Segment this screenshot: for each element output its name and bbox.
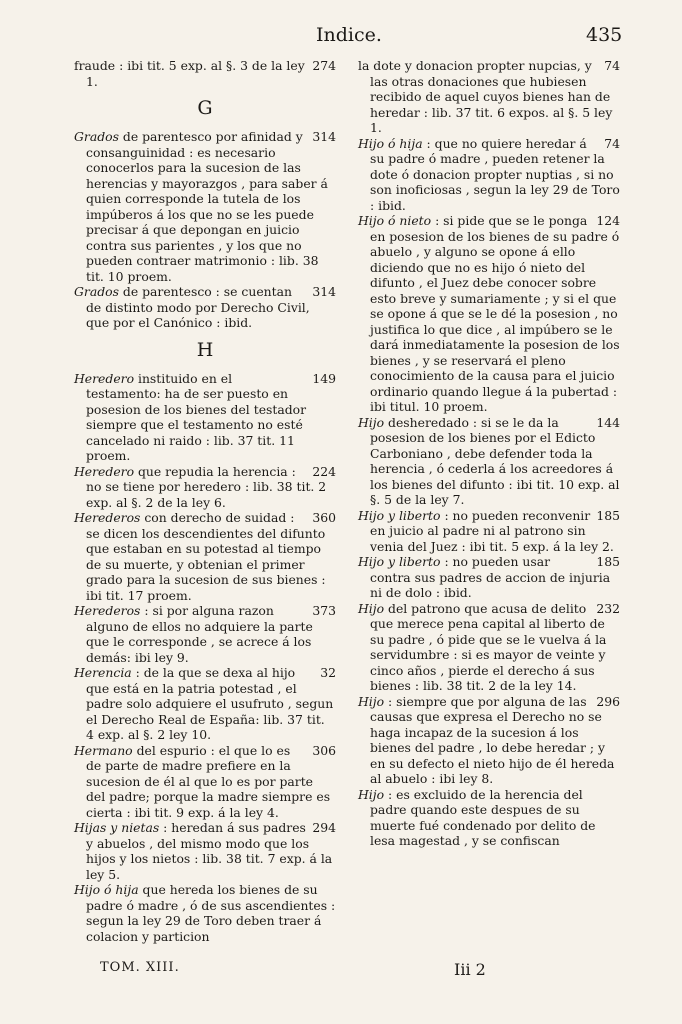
entry-text: fraude : ibi tit. 5 exp. al §. 3 de la ley 1. — [74, 58, 305, 89]
tome-footer: TOM. XIII. — [100, 960, 180, 975]
entry-text: instituido en el testamento: ha de ser puesto en posesion de los bienes del testador siempre que el testamento no esté cancelado ni raido : lib. 37 tit. 11 proem. — [86, 370, 307, 463]
entry-text: : no pueden usar contra sus padres de accion de injuria ni de dolo : ibid. — [370, 554, 611, 600]
index-entry — [74, 603, 336, 665]
entry-text: : si pide que se le ponga en posesion de los bienes de su padre ó abuelo , y alguno se opone á ello diciendo que no es hijo ó nieto del difunto , el Juez debe conocer sobre esto breve y sumariamente ; y si el que se opone á que se le dé la posesion , no justifica lo que dice , al impúbero se le dará inmediatamente la posesion de los bienes , y se reservará el pleno conocimiento de la causa para el juicio ordinario quando llegue á la pubertad : ibi titul. 10 proem. — [370, 213, 620, 414]
entry-headword: Herederos — [74, 603, 141, 618]
entry-page-ref: 294 — [312, 820, 336, 835]
entry-page-ref: 144 — [596, 414, 620, 430]
index-entry — [74, 820, 336, 882]
index-entry — [358, 787, 620, 849]
entry-text: del espurio : el que lo es de parte de madre prefiere en la sucesion de él al que lo es por parte del padre; porque la madre siempre es cierta : ibi tit. 9 exp. á la ley 4. — [86, 742, 331, 820]
entry-page-ref: 74 — [604, 135, 620, 151]
entry-headword: Hijo — [358, 693, 385, 709]
entry-text: la dote y donacion propter nupcias, y las otras donaciones que hubiesen recibido de aquel cuyos bienes han de heredar : lib. 37 tit. 6 expos. al §. 5 ley 1. — [358, 58, 613, 135]
entry-page-ref: 274 — [312, 58, 336, 73]
entry-text: : es excluido de la herencia del padre quando este despues de su muerte fué condenado por delito de lesa magestad , y se confiscan — [370, 786, 596, 848]
signature-mark: Iii 2 — [454, 960, 486, 979]
entry-headword: Hijo y liberto — [358, 507, 441, 523]
entry-page-ref: 185 — [596, 554, 620, 569]
entry-text: del patrono que acusa de delito que merece pena capital al liberto de su padre , ó pide que se le vuelva á la servidumbre : si es mayor de veinte y cinco años , pierde el derecho á sus bienes : lib. 38 tit. 2 de la ley 14. — [370, 600, 607, 693]
continued-entry — [74, 58, 336, 89]
entry-page-ref: 185 — [596, 507, 620, 523]
entry-page-ref: 360 — [312, 510, 336, 525]
entry-text: : siempre que por alguna de las causas que expresa el Derecho no se haga incapaz de la sucesion á los bienes del padre , lo debe heredar ; y en su defecto el nieto hijo de él hereda al abuelo : ibi ley 8. — [370, 693, 615, 786]
entry-text: : no pueden reconvenir en juicio al padre ni al patrono sin venia del Juez : ibi tit. 5 exp. á la ley 2. — [370, 507, 614, 554]
index-entry — [358, 508, 620, 555]
index-entry — [74, 464, 336, 511]
section-letter-g: G — [197, 97, 213, 119]
section-letter-h: H — [196, 338, 214, 361]
entry-page-ref: 124 — [596, 213, 620, 228]
index-entry — [74, 743, 336, 821]
entry-page-ref: 74 — [604, 58, 620, 73]
entry-text: : heredan á sus padres y abuelos , del mismo modo que los hijos y los nietos : lib. 38 tit. 7 exp. á la ley 5. — [86, 820, 333, 882]
entry-headword: Hijo y liberto — [358, 554, 441, 569]
entry-page-ref: 232 — [596, 600, 620, 616]
index-entry — [358, 601, 620, 694]
entry-text: con derecho de suidad : se dicen los descendientes del difunto que estaban en su potestad al tiempo de su muerte, y obtenian el primer grado para la sucesion de sus bienes : ibi tit. 17 proem. — [86, 510, 326, 603]
entry-headword: Hijo ó hija — [74, 882, 139, 897]
entry-page-ref: 314 — [312, 284, 336, 299]
entry-text: : que no quiere heredar á su padre ó madre , pueden retener la dote ó donacion propter nuptias , si no son inoficiosas , segun la ley 29 de Toro : ibid. — [370, 135, 620, 213]
entry-headword: Heredero — [74, 463, 135, 479]
index-entry — [358, 415, 620, 508]
entry-headword: Hijo ó hija — [358, 135, 423, 151]
entry-text: de parentesco por afinidad y consanguinidad : es necesario conocerlos para la sucesion de las herencias y mayorazgos , para saber á quien corresponde la tutela de los impúberos á los que no se les puede precisar á que depongan en juicio contra sus parientes , y los que no pueden contraer matrimonio : lib. 38 tit. 10 proem. — [86, 129, 328, 284]
entry-page-ref: 373 — [312, 603, 336, 618]
entry-text: que repudia la herencia : no se tiene por heredero : lib. 38 tit. 2 exp. al §. 2 de la ley 6. — [86, 463, 327, 510]
index-entry — [358, 58, 620, 136]
index-entry — [358, 554, 620, 601]
left-column — [74, 58, 336, 944]
entry-headword: Herencia — [74, 665, 132, 680]
entry-page-ref: 314 — [312, 129, 336, 144]
entry-headword: Hijo — [358, 414, 385, 430]
entry-headword: Heredero — [74, 370, 135, 386]
page-number: 435 — [586, 24, 623, 46]
entry-headword: Hermano — [74, 742, 133, 758]
index-entry — [358, 136, 620, 214]
entry-page-ref: 224 — [312, 463, 336, 479]
index-entry — [74, 371, 336, 464]
entry-text: que hereda los bienes de su padre ó madre , ó de sus ascendientes : segun la ley 29 de Toro deben traer á colacion y particion — [86, 882, 336, 944]
entry-headword: Hijo ó nieto — [358, 213, 432, 228]
entry-headword: Grados — [74, 284, 119, 299]
entry-headword: Herederos — [74, 510, 141, 525]
right-column — [358, 58, 620, 849]
entry-text: : si por alguna razon alguno de ellos no adquiere la parte que le corresponde , se acrece á los demás: ibi ley 9. — [86, 603, 313, 665]
entry-text: desheredado : si se le da la posesion de los bienes por el Edicto Carboniano , debe defender toda la herencia , ó cederla á los acreedores á los bienes del difunto : ibi tit. 10 exp. al §. 5 de la ley 7. — [370, 414, 620, 507]
entry-page-ref: 149 — [312, 370, 336, 386]
entry-text: : de la que se dexa al hijo que está en la patria potestad , el padre solo adquiere el usufruto , segun el Derecho Real de España: lib. 37 tit. 4 exp. al §. 2 ley 10. — [86, 665, 334, 742]
index-entry — [74, 882, 336, 944]
entry-headword: Hijo — [358, 600, 385, 616]
index-entry — [74, 129, 336, 284]
entry-headword: Hijas y nietas — [74, 820, 160, 835]
entry-page-ref: 296 — [596, 693, 620, 709]
entry-page-ref: 32 — [320, 665, 336, 680]
index-entry — [358, 694, 620, 787]
running-title: Indice. — [316, 24, 382, 46]
entry-headword: Hijo — [358, 786, 385, 802]
entry-headword: Grados — [74, 129, 119, 144]
index-entry — [358, 213, 620, 415]
index-entry — [74, 284, 336, 331]
entry-text: de parentesco : se cuentan de distinto modo por Derecho Civil, que por el Canónico : ibid. — [86, 284, 310, 330]
index-entry — [74, 665, 336, 743]
entry-page-ref: 306 — [312, 742, 336, 758]
index-entry — [74, 510, 336, 603]
